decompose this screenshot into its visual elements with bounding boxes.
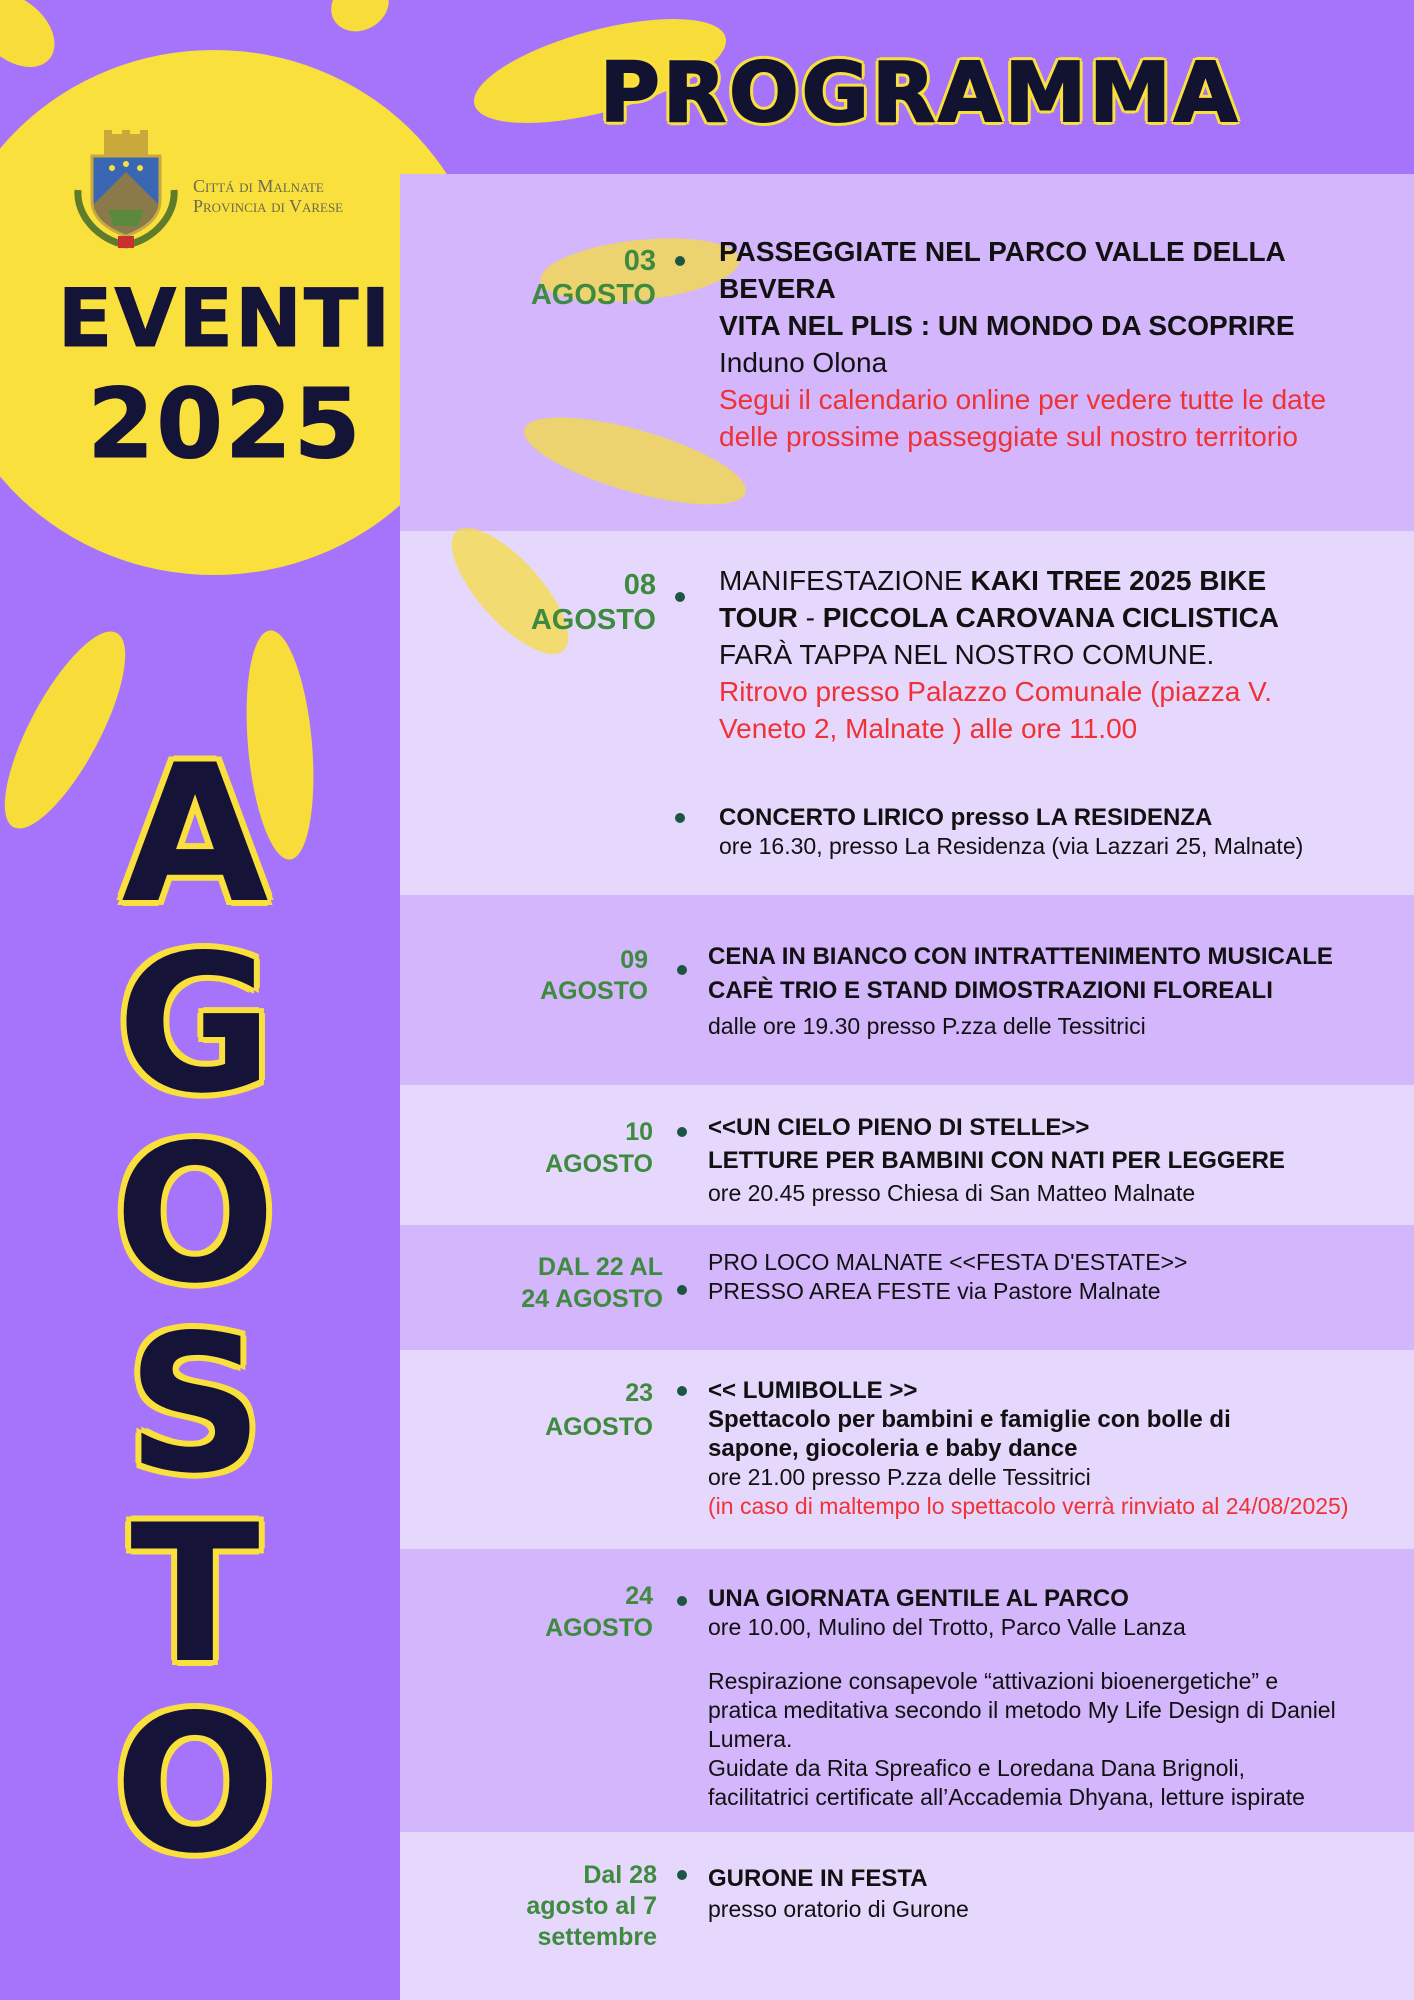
event-text: << LUMIBOLLE >> Spettacolo per bambini e famiglie con bolle di sapone, giocoleria e baby dance ore 21.00 presso P.zza delle Tessitrici (in caso di maltempo lo spettacolo verrà rinviato al 24/08/2025) — [708, 1377, 1349, 1519]
event-date: 24 AGOSTO — [545, 1582, 653, 1642]
event-text: CENA IN BIANCO CON INTRATTENIMENTO MUSICALE CAFÈ TRIO E STAND DIMOSTRAZIONI FLOREALI dalle ore 19.30 presso P.zza delle Tessitrici — [708, 943, 1333, 1039]
event-text: <<UN CIELO PIENO DI STELLE>> LETTURE PER BAMBINI CON NATI PER LEGGERE ore 20.45 presso Chiesa di San Matteo Malnate — [708, 1114, 1285, 1206]
event-text: MANIFESTAZIONE KAKI TREE 2025 BIKE TOUR - PICCOLA CAROVANA CICLISTICA FARÀ TAPPA NEL NOSTRO COMUNE. Ritrovo presso Palazzo Comunale (piazza V. Veneto 2, Malnate ) alle ore 11.00 — [719, 565, 1280, 744]
bullet — [675, 256, 685, 266]
sun-ray — [0, 0, 69, 82]
city-name: Cittá di Malnate Provincia di Varese — [193, 176, 344, 216]
month-letter: S — [126, 1294, 264, 1515]
month-letter: O — [114, 1674, 276, 1895]
city-crest-icon — [68, 130, 184, 250]
bullet — [677, 1596, 687, 1606]
page-title: PROGRAMMA — [599, 46, 1241, 141]
bullet — [675, 592, 685, 602]
year-label: 2025 — [87, 368, 363, 480]
bullet — [677, 1386, 687, 1396]
event-date: 08 AGOSTO — [530, 569, 656, 636]
event-text: GURONE IN FESTA presso oratorio di Gurone — [708, 1865, 969, 1922]
event-date: 10 AGOSTO — [545, 1118, 653, 1178]
event-text: PASSEGGIATE NEL PARCO VALLE DELLA BEVERA VITA NEL PLIS : UN MONDO DA SCOPRIRE Induno Olona Segui il calendario online per vedere tutte le date delle prossime passeggiate sul nostro territorio — [719, 236, 1327, 452]
sun-ray — [322, 0, 399, 42]
eventi-label: EVENTI — [57, 272, 393, 365]
bullet — [677, 1285, 687, 1295]
month-letter: T — [130, 1484, 260, 1705]
bullet — [677, 1127, 687, 1137]
event-date: 09 AGOSTO — [540, 946, 648, 1005]
bullet — [675, 813, 685, 823]
event-date: 23 AGOSTO — [545, 1379, 653, 1441]
month-letter: O — [114, 1104, 276, 1325]
bullet — [677, 1870, 687, 1880]
event-date: DAL 22 AL 24 AGOSTO — [521, 1253, 663, 1313]
event-text: CONCERTO LIRICO presso LA RESIDENZA ore 16.30, presso La Residenza (via Lazzari 25, Malnate) — [719, 804, 1304, 859]
event-date: Dal 28 agosto al 7 settembre — [526, 1861, 657, 1951]
bullet — [677, 965, 687, 975]
month-letter: G — [117, 914, 273, 1135]
event-date: 03 AGOSTO — [530, 245, 656, 311]
event-text: UNA GIORNATA GENTILE AL PARCO ore 10.00, Mulino del Trotto, Parco Valle Lanza Respirazione consapevole “attivazioni bioenergetiche” e pratica meditativa secondo il metodo My Life Design di Daniel Lumera. Guidate da Rita Spreafico e Loredana Dana Brignoli, facilitatrici certificate all’Accademia Dhyana, letture ispirate — [708, 1585, 1336, 1810]
event-text: PRO LOCO MALNATE <<FESTA D'ESTATE>> PRESSO AREA FESTE via Pastore Malnate — [708, 1249, 1188, 1304]
month-letter: A — [121, 724, 269, 945]
